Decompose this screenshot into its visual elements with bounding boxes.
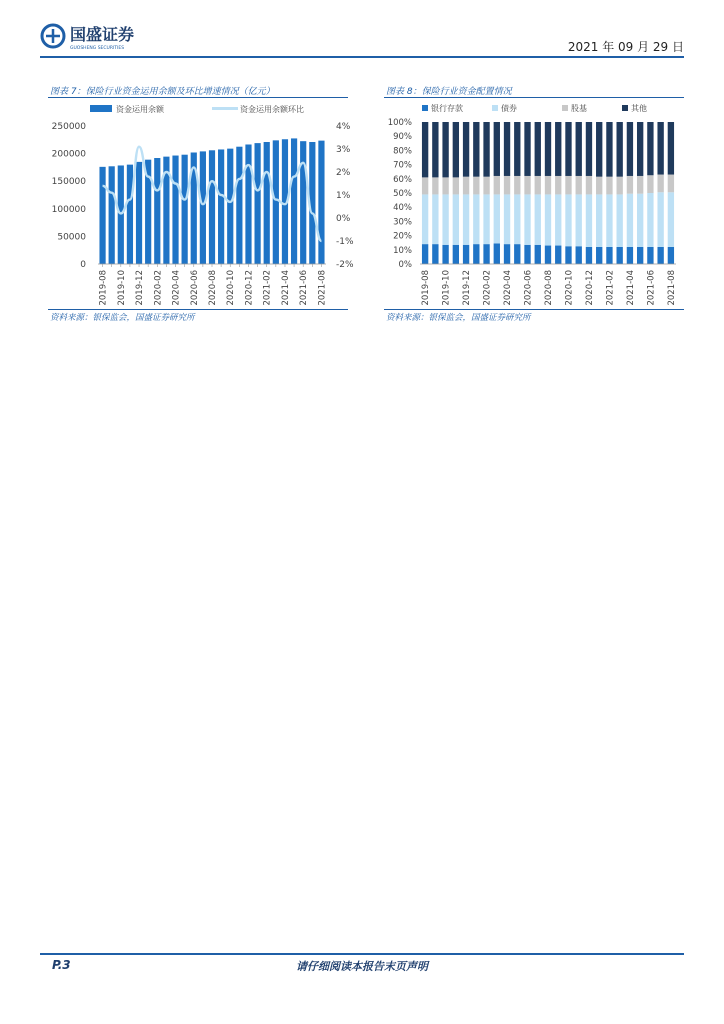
bar-segment [524,194,530,244]
bar-segment [565,122,571,176]
bar-balance [172,156,178,264]
bar-segment [576,194,582,246]
bar-segment [627,194,633,247]
bar-segment [442,122,448,177]
y-tick-label: 80% [393,146,412,157]
bar-segment [545,194,551,245]
bar-segment [504,122,510,176]
report-date: 2021 年 09 月 29 日 [567,40,684,54]
bar-segment [473,244,479,264]
bar-segment [606,194,612,247]
bar-segment [596,177,602,195]
figure7-chart [40,98,354,310]
bar-segment [576,176,582,194]
bar-segment [637,247,643,264]
legend-label: 其他 [631,104,647,113]
bar-segment [422,122,428,177]
bar-segment [494,122,500,176]
bar-segment [453,177,459,194]
bar-segment [627,247,633,264]
bar-segment [432,244,438,264]
bar-segment [668,122,674,175]
x-tick-label: 2021-04 [280,270,291,306]
bar-segment [668,175,674,193]
legend-label: 债券 [501,104,517,113]
bar-segment [565,176,571,194]
figure8-bottom-rule [384,309,684,310]
bar-segment [514,176,520,194]
bar-segment [617,122,623,177]
bar-segment [586,194,592,247]
x-tick-label: 2020-08 [544,270,554,306]
bar-segment [545,246,551,264]
x-tick-label: 2019-08 [421,270,432,306]
bar-segment [555,194,561,245]
legend-label-growth: 资金运用余额环比 [240,105,304,114]
bar-segment [576,246,582,264]
figure8-chart [378,98,688,310]
bar-segment [514,194,520,244]
bar-balance [154,158,160,264]
bar-segment [524,122,530,176]
bar-segment [668,192,674,247]
page-header [0,0,724,60]
x-tick-label: 2019-12 [462,270,473,306]
y-tick-label: 50% [393,189,412,199]
x-tick-label: 2020-08 [208,270,218,306]
x-tick-label: 2019-08 [98,270,109,306]
bar-segment [473,122,479,177]
bar-segment [668,247,674,264]
bar-segment [606,177,612,195]
bar-segment [494,176,500,194]
bar-segment [473,177,479,195]
x-tick-label: 2020-10 [564,270,575,306]
bar-balance [209,150,215,264]
y-left-tick-label: 0 [80,260,86,270]
legend-swatch [562,105,568,111]
x-tick-label: 2021-02 [262,270,273,306]
bar-segment [463,122,469,177]
x-tick-label: 2021-06 [299,270,310,306]
y-right-tick-label: -1% [336,237,354,247]
legend-swatch [492,105,498,111]
bar-segment [647,175,653,193]
figure7-bottom-rule [48,309,348,310]
bar-segment [617,194,623,247]
bar-segment [637,176,643,194]
bar-segment [535,176,541,194]
legend-swatch [422,105,428,111]
x-tick-label: 2020-02 [153,270,164,306]
bar-segment [586,122,592,176]
bar-segment [535,245,541,264]
bar-balance [109,166,115,264]
bar-segment [514,244,520,264]
bar-segment [565,194,571,246]
bar-segment [422,194,428,244]
bar-segment [463,245,469,264]
bar-segment [504,194,510,244]
y-tick-label: 70% [393,160,412,171]
figure8-source: 资料来源：银保监会，国盛证券研究所 [386,313,531,323]
y-right-tick-label: 2% [336,168,351,178]
bar-segment [535,122,541,176]
legend-swatch [622,105,628,111]
bar-segment [432,194,438,244]
bar-segment [657,247,663,264]
bar-segment [586,247,592,264]
bar-segment [483,122,489,177]
bar-segment [606,247,612,264]
bar-segment [637,122,643,176]
figure7-title: 图表 7：保险行业资金运用余额及环比增速情况（亿元） [50,87,275,97]
bar-segment [596,194,602,247]
bar-segment [483,177,489,195]
bar-balance [291,138,297,264]
y-tick-label: 100% [387,118,412,128]
y-left-tick-label: 100000 [51,204,86,215]
bar-balance [218,149,224,264]
bar-balance [245,144,251,264]
bar-segment [453,245,459,264]
bar-segment [422,244,428,264]
bar-balance [300,141,306,264]
figure8-title: 图表 8：保险行业资金配置情况 [386,87,512,97]
bar-balance [200,151,206,264]
x-tick-label: 2020-12 [584,270,595,306]
y-right-tick-label: 1% [336,191,351,201]
footer-divider [40,953,684,955]
bar-segment [627,122,633,176]
x-tick-label: 2020-04 [171,270,182,306]
y-tick-label: 30% [393,217,412,228]
logo-subtext: GUOSHENG SECURITIES [70,46,125,51]
x-tick-label: 2021-04 [625,270,636,306]
y-tick-label: 40% [393,203,412,214]
x-tick-label: 2021-08 [666,270,677,306]
y-tick-label: 60% [393,174,412,185]
x-tick-label: 2020-06 [523,270,534,306]
bar-balance [99,167,105,264]
bar-segment [657,175,663,193]
x-tick-label: 2019-10 [441,270,452,306]
y-left-tick-label: 150000 [51,177,86,188]
bar-segment [463,177,469,195]
bar-segment [463,194,469,244]
bar-segment [494,243,500,264]
bar-balance [182,155,188,264]
x-tick-label: 2020-12 [244,270,255,306]
y-tick-label: 0% [398,260,412,270]
bar-segment [514,122,520,176]
x-tick-label: 2020-10 [226,270,237,306]
bar-segment [442,177,448,194]
company-logo [40,22,190,52]
bar-segment [617,177,623,195]
bar-segment [422,177,428,194]
bar-segment [596,247,602,264]
figure7-source: 资料来源：银保监会，国盛证券研究所 [50,313,195,323]
bar-segment [657,122,663,175]
bar-segment [432,122,438,177]
bar-segment [453,194,459,244]
bar-segment [606,122,612,177]
bar-segment [657,192,663,247]
bar-segment [555,122,561,176]
header-divider [40,56,684,58]
bar-segment [596,122,602,177]
bar-segment [483,194,489,244]
bar-segment [504,244,510,264]
bar-segment [586,176,592,194]
bar-segment [524,245,530,264]
bar-segment [647,122,653,175]
bar-segment [545,122,551,176]
x-tick-label: 2021-06 [646,270,657,306]
bar-balance [264,142,270,264]
y-right-tick-label: 0% [336,214,351,224]
y-tick-label: 10% [393,245,412,256]
bar-segment [637,194,643,247]
legend-swatch-growth [212,107,238,110]
logo-text: 国盛证券 [70,25,135,44]
page-number: P.3 [52,958,71,972]
bar-segment [647,193,653,247]
bar-segment [524,176,530,194]
bar-balance [127,165,133,264]
x-tick-label: 2021-08 [317,270,328,306]
bar-balance [273,140,279,264]
bar-segment [627,176,633,194]
legend-label-balance: 资金运用余额 [116,105,164,114]
bar-segment [555,246,561,264]
y-left-tick-label: 250000 [51,122,86,132]
bar-segment [442,245,448,264]
bar-balance [227,149,233,264]
x-tick-label: 2020-04 [503,270,514,306]
bar-segment [483,244,489,264]
legend-swatch-balance [90,105,112,112]
bar-segment [504,176,510,194]
bar-balance [136,162,142,264]
bar-segment [647,247,653,264]
bar-balance [118,165,124,264]
y-right-tick-label: 4% [336,122,351,132]
x-tick-label: 2019-12 [135,270,146,306]
bar-balance [254,143,260,264]
bar-segment [494,194,500,243]
legend-label: 股基 [571,104,587,113]
y-right-tick-label: 3% [336,145,351,155]
bar-segment [442,194,448,244]
y-tick-label: 90% [393,132,412,143]
y-left-tick-label: 50000 [57,232,86,243]
x-tick-label: 2021-02 [605,270,616,306]
y-right-tick-label: -2% [336,260,354,270]
y-tick-label: 20% [393,231,412,242]
bar-segment [432,177,438,194]
bar-segment [473,194,479,244]
bar-balance [318,141,324,264]
bar-balance [236,147,242,264]
x-tick-label: 2020-02 [482,270,493,306]
bar-segment [617,247,623,264]
bar-segment [565,246,571,264]
bar-segment [545,176,551,194]
x-tick-label: 2020-06 [189,270,200,306]
x-tick-label: 2019-10 [116,270,127,306]
legend-label: 银行存款 [431,104,463,113]
bar-segment [576,122,582,176]
footer-disclaimer: 请仔细阅读本报告末页声明 [296,960,428,973]
bar-segment [555,176,561,194]
y-left-tick-label: 200000 [51,149,86,160]
bar-segment [535,194,541,244]
bar-segment [453,122,459,177]
